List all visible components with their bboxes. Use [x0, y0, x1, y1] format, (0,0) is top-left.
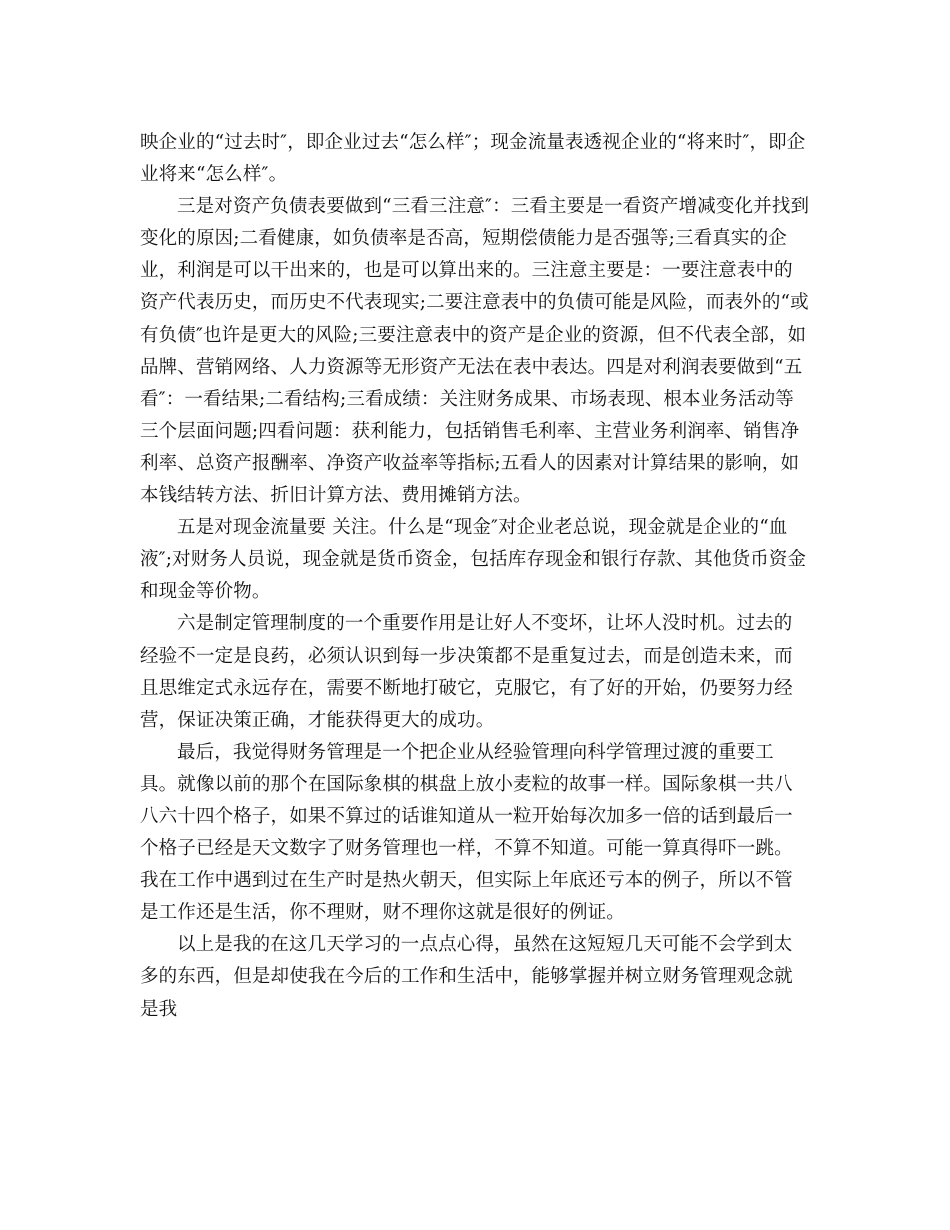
paragraph-continuation: 映企业的“过去时″，即企业过去“怎么样″；现金流量表透视企业的“将来时″，即企业将来“怎么样″。	[140, 132, 806, 186]
paragraph-cash-flow: 五是对现金流量要 关注。什么是“现金″对企业老总说，现金就是企业的“血液″;对财务人员说，现金就是货币资金，包括库存现金和银行存款、其他货币资金和现金等价物。	[140, 517, 807, 603]
paragraph-management-system: 六是制定管理制度的一个重要作用是让好人不变坏，让坏人没时机。过去的经验不一定是良药，必须认识到每一步决策都不是重复过去，而是创造未来，而且思维定式永远存在，需要不断地打破它，克服它，有了好的开始，仍要努力经营，保证决策正确，才能获得更大的成功。	[140, 613, 793, 731]
paragraph-closing: 以上是我的在这几天学习的一点点心得，虽然在这短短几天可能不会学到太多的东西，但是却使我在今后的工作和生活中，能够掌握并树立财务管理观念就是我	[140, 934, 793, 1020]
document-body	[140, 127, 810, 1026]
paragraph-balance-sheet: 三是对资产负债表要做到“三看三注意″：三看主要是一看资产增减变化并找到变化的原因;二看健康，如负债率是否高，短期偿债能力是否强等;三看真实的企业，利润是可以干出来的，也是可以算出来的。三注意主要是：一要注意表中的资产代表历史，而历史不代表现实;二要注意表中的负债可能是风险，而表外的“或有负债″也许是更大的风险;三要注意表中的资产是企业的资源，但不代表全部，如品牌、营销网络、人力资源等无形资产无法在表中表达。四是对利润表要做到“五看″：一看结果;二看结构;三看成绩：关注财务成果、市场表现、根本业务活动等三个层面问题;四看问题：获利能力，包括销售毛利率、主营业务利润率、销售净利率、总资产报酬率、净资产收益率等指标;五看人的因素对计算结果的影响，如本钱结转方法、折旧计算方法、费用摊销方法。	[140, 196, 810, 507]
paragraph-conclusion: 最后，我觉得财务管理是一个把企业从经验管理向科学管理过渡的重要工具。就像以前的那个在国际象棋的棋盘上放小麦粒的故事一样。国际象棋一共八八六十四个格子，如果不算过的话谁知道从一粒开始每次加多一倍的话到最后一个格子已经是天文数字了财务管理也一样，不算不知道。可能一算真得吓一跳。我在工作中遇到过在生产时是热火朝天，但实际上年底还亏本的例子，所以不管是工作还是生活，你不理财，财不理你这就是很好的例证。	[140, 741, 793, 924]
